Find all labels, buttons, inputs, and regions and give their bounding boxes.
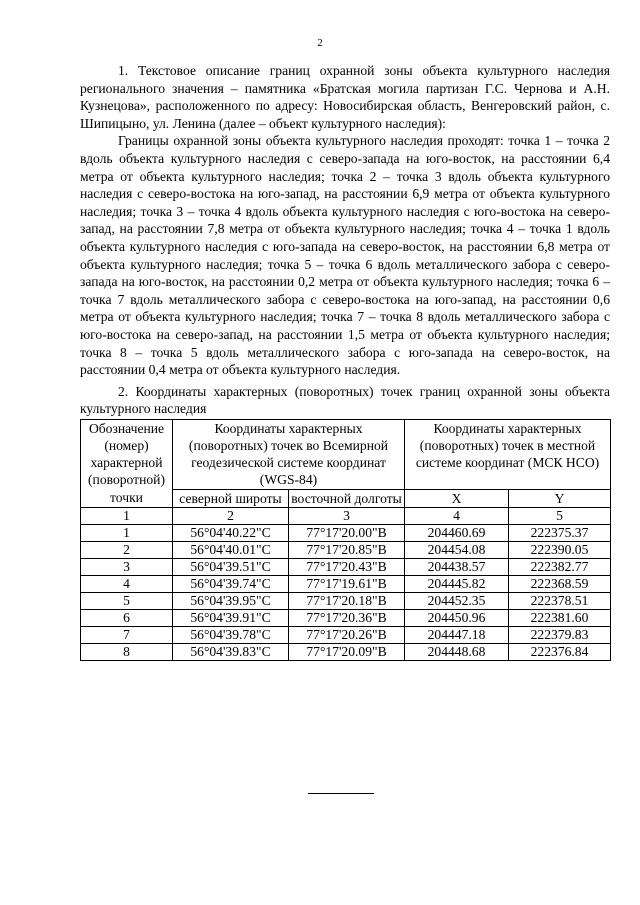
y-coordinate-cell: 222381.60: [509, 609, 611, 626]
point-number-cell: 7: [81, 626, 173, 643]
latitude-cell: 56°04'39.83"С: [173, 643, 289, 660]
header-point-designation: Обозначение (номер) характерной (поворотной) точки: [81, 419, 173, 507]
table-row: [81, 541, 611, 558]
table-row: [81, 643, 611, 660]
longitude-cell: 77°17'20.00"В: [289, 524, 405, 541]
point-number-cell: 1: [81, 524, 173, 541]
document-body: [80, 62, 610, 661]
x-coordinate-cell: 204452.35: [405, 592, 509, 609]
latitude-cell: 56°04'39.51"С: [173, 558, 289, 575]
header-local-group: Координаты характерных (поворотных) точек в местной системе координат (МСК НСО): [405, 419, 611, 489]
x-coordinate-cell: 204438.57: [405, 558, 509, 575]
coordinates-table: [80, 419, 611, 661]
x-coordinate-cell: 204450.96: [405, 609, 509, 626]
longitude-cell: 77°17'20.43"В: [289, 558, 405, 575]
y-coordinate-cell: 222378.51: [509, 592, 611, 609]
point-number-cell: 5: [81, 592, 173, 609]
longitude-cell: 77°17'19.61"В: [289, 575, 405, 592]
longitude-cell: 77°17'20.26"В: [289, 626, 405, 643]
latitude-cell: 56°04'40.22"С: [173, 524, 289, 541]
header-y: Y: [509, 489, 611, 507]
y-coordinate-cell: 222390.05: [509, 541, 611, 558]
column-index: 4: [405, 507, 509, 524]
latitude-cell: 56°04'39.91"С: [173, 609, 289, 626]
column-index-row: [81, 507, 611, 524]
latitude-cell: 56°04'40.01"С: [173, 541, 289, 558]
column-index: 2: [173, 507, 289, 524]
y-coordinate-cell: 222379.83: [509, 626, 611, 643]
longitude-cell: 77°17'20.85"В: [289, 541, 405, 558]
point-number-cell: 3: [81, 558, 173, 575]
latitude-cell: 56°04'39.95"С: [173, 592, 289, 609]
point-number-cell: 6: [81, 609, 173, 626]
table-body: [81, 524, 611, 660]
table-row: [81, 524, 611, 541]
longitude-cell: 77°17'20.18"В: [289, 592, 405, 609]
closing-rule: [308, 793, 374, 794]
y-coordinate-cell: 222375.37: [509, 524, 611, 541]
table-row: [81, 592, 611, 609]
table-row: [81, 609, 611, 626]
longitude-cell: 77°17'20.36"В: [289, 609, 405, 626]
table-row: [81, 558, 611, 575]
column-index: 3: [289, 507, 405, 524]
x-coordinate-cell: 204454.08: [405, 541, 509, 558]
point-number-cell: 2: [81, 541, 173, 558]
table-row: [81, 575, 611, 592]
section-1-body: Границы охранной зоны объекта культурного наследия проходят: точка 1 – точка 2 вдоль объекта культурного наследия с северо-запада на юго-восток, на расстоянии 6,4 метра от объекта культурного наследия; точка 2 – точка 3 вдоль объекта культурного наследия с северо-востока на юго-запад, на расстоянии 6,9 метра от объекта культурного наследия; точка 3 – точка 4 вдоль объекта культурного наследия с юго-востока на северо-запад, на расстоянии 7,8 метра от объекта культурного наследия; точка 4 – точка 1 вдоль объекта культурного наследия с юго-запада на северо-восток, на расстоянии 6,8 метра от объекта культурного наследия; точка 5 – точка 6 вдоль металлического забора с северо-запада на юго-восток, на расстоянии 0,2 метра от объекта культурного наследия; точка 6 – точка 7 вдоль металлического забора с северо-востока на юго-запад, на расстоянии 0,6 метра от объекта культурного наследия; точка 7 – точка 8 вдоль металлического забора с юго-востока на северо-запад, на расстоянии 1,5 метра от объекта культурного наследия; точка 8 – точка 5 вдоль металлического забора с юго-запада на северо-восток, на расстоянии 0,4 метра от объекта культурного наследия.: [80, 133, 610, 378]
table-caption: 2. Координаты характерных (поворотных) точек границ охранной зоны объекта культурного наследия: [80, 383, 610, 417]
header-x: X: [405, 489, 509, 507]
point-number-cell: 8: [81, 643, 173, 660]
x-coordinate-cell: 204460.69: [405, 524, 509, 541]
y-coordinate-cell: 222368.59: [509, 575, 611, 592]
y-coordinate-cell: 222382.77: [509, 558, 611, 575]
x-coordinate-cell: 204445.82: [405, 575, 509, 592]
x-coordinate-cell: 204448.68: [405, 643, 509, 660]
header-longitude: восточной долготы: [289, 489, 405, 507]
x-coordinate-cell: 204447.18: [405, 626, 509, 643]
page-number: 2: [317, 37, 323, 49]
longitude-cell: 77°17'20.09"В: [289, 643, 405, 660]
column-index: 5: [509, 507, 611, 524]
table-row: [81, 626, 611, 643]
section-1-heading: 1. Текстовое описание границ охранной зоны объекта культурного наследия регионального значения – памятника «Братская могила партизан Г.С. Чернова и А.Н. Кузнецова», расположенного по адресу: Новосибирская область, Венгеровский район, с. Шипицыно, ул. Ленина (далее – объект культурного наследия):: [80, 63, 610, 131]
header-latitude: северной широты: [173, 489, 289, 507]
y-coordinate-cell: 222376.84: [509, 643, 611, 660]
latitude-cell: 56°04'39.74"С: [173, 575, 289, 592]
point-number-cell: 4: [81, 575, 173, 592]
column-index: 1: [81, 507, 173, 524]
header-wgs84-group: Координаты характерных (поворотных) точек во Всемирной геодезической системе координат (WGS-84): [173, 419, 405, 489]
latitude-cell: 56°04'39.78"С: [173, 626, 289, 643]
